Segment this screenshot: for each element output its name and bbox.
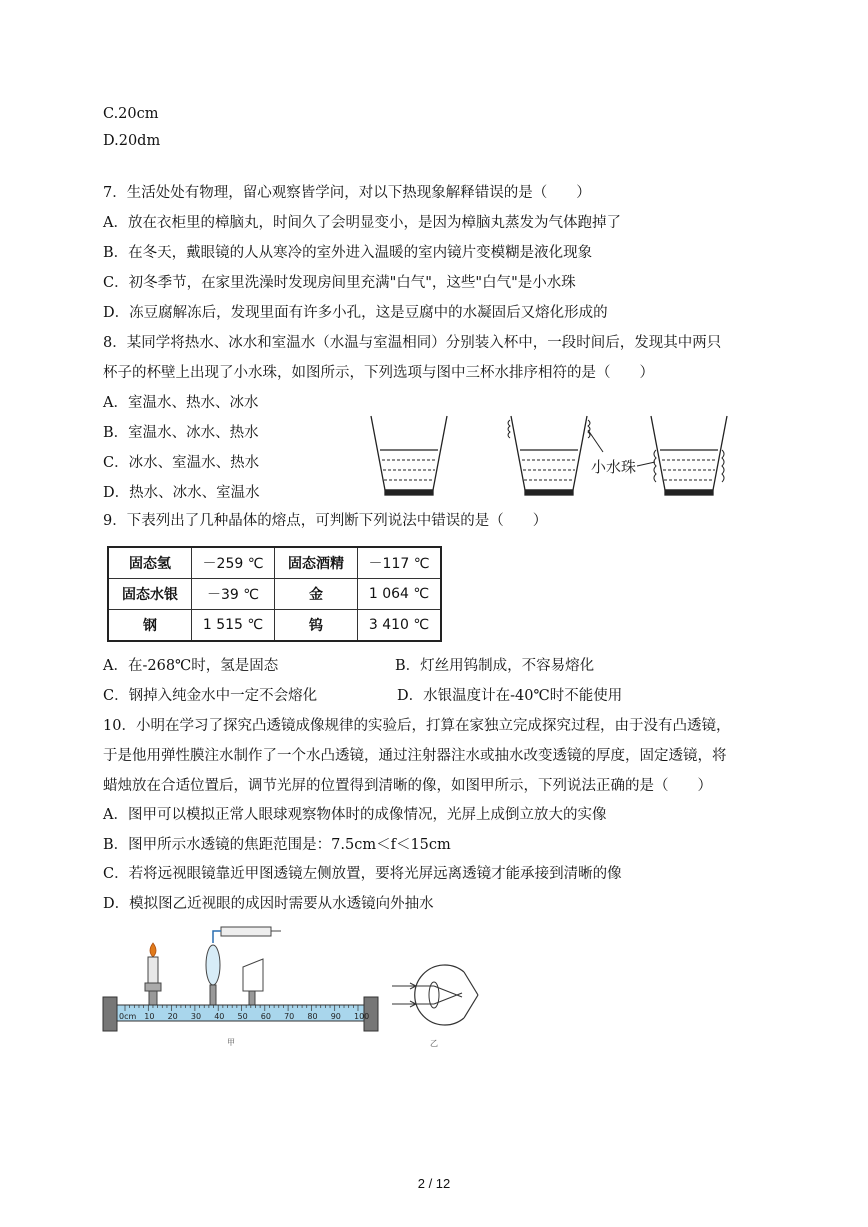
table-row <box>108 579 441 610</box>
table-cell: －117 ℃ <box>358 547 442 579</box>
option-d: D.20dm <box>103 133 161 149</box>
ruler-label: 70 <box>284 1012 295 1021</box>
table-cell: 1 064 ℃ <box>358 579 442 610</box>
q8-stem-line1: 8．某同学将热水、冰水和室温水（水温与室温相同）分别装入杯中，一段时间后，发现其中两只 <box>103 335 722 351</box>
droplet-label: 小水珠 <box>591 458 637 476</box>
table-row <box>108 610 441 642</box>
cup-3 <box>651 416 727 495</box>
q10-stem-line2: 于是他用弹性膜注水制作了一个水凸透镜，通过注射器注水或抽水改变透镜的厚度，固定透镜，将 <box>103 748 727 764</box>
ruler-label: 80 <box>307 1012 318 1021</box>
option-c: C.20cm <box>103 106 159 122</box>
figure-label-jia: 甲 <box>227 1038 235 1047</box>
table-cell: 固态酒精 <box>275 547 358 579</box>
q10-option-a: A．图甲可以模拟正常人眼球观察物体时的成像情况，光屏上成倒立放大的实像 <box>103 807 607 823</box>
table-cell: 3 410 ℃ <box>358 610 442 642</box>
q8-option-b: B．室温水、冰水、热水 <box>103 425 259 441</box>
q7-stem: 7．生活处处有物理，留心观察皆学问，对以下热现象解释错误的是（ ） <box>103 185 591 201</box>
q7-option-a: A．放在衣柜里的樟脑丸，时间久了会明显变小，是因为樟脑丸蒸发为气体跑掉了 <box>103 215 621 231</box>
table-cell: －39 ℃ <box>192 579 275 610</box>
table-cell: 金 <box>275 579 358 610</box>
q7-option-b: B．在冬天，戴眼镜的人从寒冷的室外进入温暖的室内镜片变模糊是液化现象 <box>103 245 593 261</box>
q8-option-a: A．室温水、热水、冰水 <box>103 395 259 411</box>
ruler-label: 100 <box>354 1012 370 1021</box>
cups-figure <box>365 410 730 502</box>
ruler-label: 40 <box>214 1012 225 1021</box>
q7-option-c: C．初冬季节，在家里洗澡时发现房间里充满"白气"，这些"白气"是小水珠 <box>103 275 576 291</box>
table-cell: 固态氢 <box>108 547 192 579</box>
q9-option-a: A．在-268℃时，氢是固态 <box>103 658 279 674</box>
page-number: 2 / 12 <box>417 1176 451 1191</box>
ruler-label: 50 <box>237 1012 248 1021</box>
q10-option-d: D．模拟图乙近视眼的成因时需要从水透镜向外抽水 <box>103 896 434 912</box>
q9-option-b: B．灯丝用钨制成，不容易熔化 <box>395 658 595 674</box>
q10-option-b: B．图甲所示水透镜的焦距范围是：7.5cm＜f＜15cm <box>103 837 451 853</box>
q10-option-c: C．若将远视眼镜靠近甲图透镜左侧放置，要将光屏远离透镜才能承接到清晰的像 <box>103 866 622 882</box>
q10-stem-line1: 10．小明在学习了探究凸透镜成像规律的实验后，打算在家独立完成探究过程，由于没有凸透镜， <box>103 718 731 734</box>
melting-point-table <box>107 546 442 642</box>
table-cell: 钨 <box>275 610 358 642</box>
ruler-label: 30 <box>190 1012 202 1021</box>
q7-option-d: D．冻豆腐解冻后，发现里面有许多小孔，这是豆腐中的水凝固后又熔化形成的 <box>103 305 608 321</box>
q9-stem: 9．下表列出了几种晶体的熔点，可判断下列说法中错误的是（ ） <box>103 513 548 529</box>
eye-figure <box>390 960 490 1050</box>
ruler-label: 90 <box>330 1012 341 1021</box>
figure-label-yi: 乙 <box>430 1039 438 1048</box>
table-cell: 1 515 ℃ <box>192 610 275 642</box>
table-cell: －259 ℃ <box>192 547 275 579</box>
q9-option-d: D．水银温度计在-40℃时不能使用 <box>397 688 623 704</box>
ruler-label: 0cm <box>119 1012 137 1021</box>
ruler-label: 20 <box>167 1012 178 1021</box>
table-cell: 固态水银 <box>108 579 192 610</box>
q8-stem-line2: 杯子的杯壁上出现了小水珠，如图所示，下列选项与图中三杯水排序相符的是（ ） <box>103 365 654 381</box>
q10-stem-line3: 蜡烛放在合适位置后，调节光屏的位置得到清晰的像，如图甲所示，下列说法正确的是（ ） <box>103 778 712 794</box>
ruler-label: 60 <box>260 1012 271 1021</box>
q8-option-c: C．冰水、室温水、热水 <box>103 455 260 471</box>
cup-2 <box>508 416 590 495</box>
table-cell: 钢 <box>108 610 192 642</box>
ruler-label: 10 <box>144 1012 155 1021</box>
optical-bench-figure <box>103 925 378 1050</box>
table-row <box>108 547 441 579</box>
q9-option-c: C．钢掉入纯金水中一定不会熔化 <box>103 688 318 704</box>
q8-option-d: D．热水、冰水、室温水 <box>103 485 260 501</box>
cup-1 <box>371 416 447 495</box>
